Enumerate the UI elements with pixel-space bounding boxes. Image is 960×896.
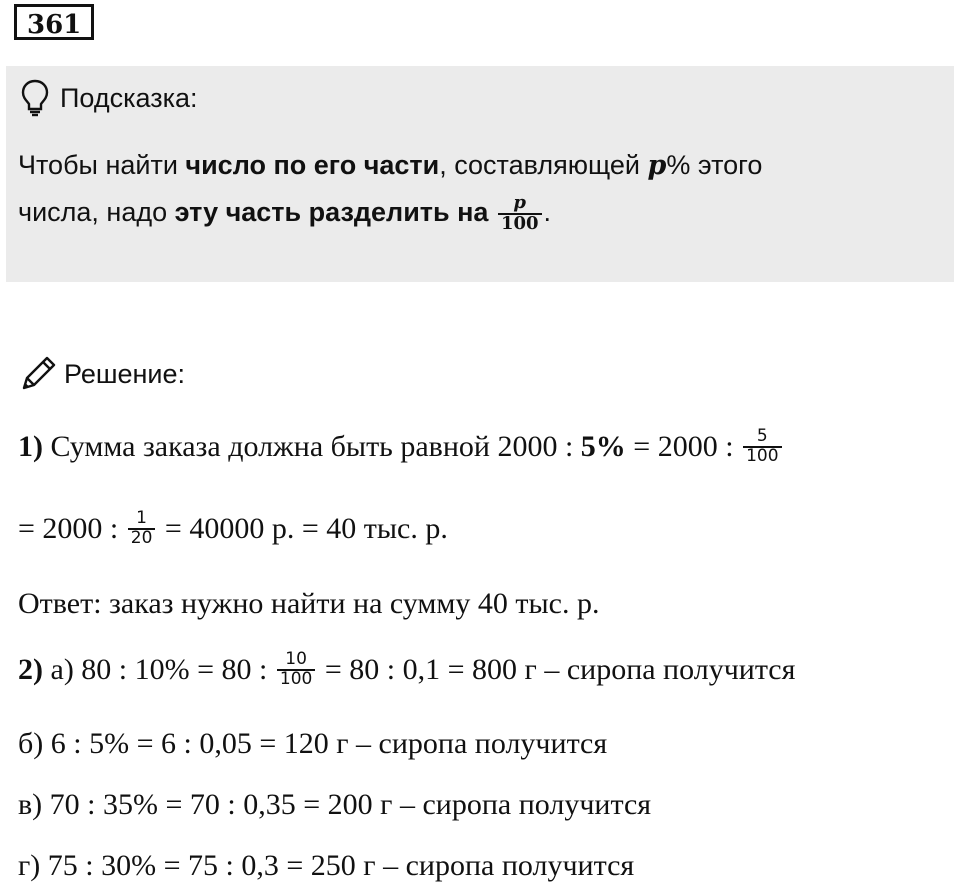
line2-fraction-numerator: 1 — [136, 508, 147, 529]
hint-text-part2: , составляющей — [439, 150, 648, 180]
line4-text: а) 80 : 10% = 80 : — [43, 653, 275, 686]
line5-text: б) 6 : 5% = 6 : 0,05 = 120 г – сиропа получится — [18, 727, 608, 760]
line7-text: г) 75 : 30% = 75 : 0,3 = 250 г – сиропа получится — [18, 849, 635, 882]
line2-text2: = 40000 р. = 40 тыс. р. — [157, 512, 448, 545]
hint-end: . — [543, 197, 552, 227]
hint-fraction-numerator: p — [513, 191, 527, 213]
lightbulb-icon — [20, 79, 50, 117]
line6-text: в) 70 : 35% = 70 : 0,35 = 200 г – сиропа получится — [18, 788, 652, 821]
line4-fraction — [277, 651, 315, 689]
hint-header — [20, 78, 198, 118]
hint-fraction — [498, 191, 542, 234]
line1-bold: 5% — [580, 430, 626, 463]
line3-text: Ответ: заказ нужно найти на сумму 40 тыс. р. — [18, 587, 600, 620]
solution-line-5 — [18, 721, 607, 767]
solution-line-6 — [18, 782, 651, 828]
solution-title: Решение: — [64, 358, 186, 389]
line2-text: = 2000 : — [18, 512, 126, 545]
line2-fraction — [128, 510, 156, 548]
line4-fraction-numerator: 10 — [285, 649, 307, 670]
line1-fraction-numerator: 5 — [756, 426, 768, 447]
hint-text-part1: Чтобы найти — [18, 150, 186, 180]
hint-fraction-denominator: 100 — [498, 213, 542, 234]
line1-label: 1) — [18, 430, 43, 463]
line1-fraction-denominator: 100 — [743, 446, 781, 466]
problem-number: 361 — [14, 4, 94, 40]
line4-fraction-denominator: 100 — [277, 669, 315, 689]
hint-bold1: число по его части — [185, 150, 440, 180]
line2-fraction-denominator: 20 — [128, 528, 156, 548]
line4-label: 2) — [18, 653, 43, 686]
hint-bold2: эту часть разделить на — [174, 197, 496, 227]
line4-text2: = 80 : 0,1 = 800 г – сиропа получится — [317, 653, 796, 686]
pencil-icon — [18, 354, 58, 394]
hint-text-part3: % этого — [666, 150, 763, 180]
line1-text: Сумма заказа должна быть равной 2000 : — [43, 430, 581, 463]
solution-line-3 — [18, 581, 599, 627]
hint-box — [6, 66, 954, 282]
hint-text-part4: числа, надо — [18, 197, 175, 227]
line1-fraction — [743, 428, 781, 466]
solution-line-2 — [18, 506, 448, 552]
solution-line-1 — [18, 424, 784, 470]
hint-title: Подсказка: — [60, 82, 198, 113]
solution-header — [18, 352, 185, 396]
solution-line-7 — [18, 843, 634, 889]
hint-p-symbol: p — [647, 150, 667, 181]
line1-text2: = 2000 : — [625, 430, 742, 463]
hint-text — [18, 142, 938, 236]
solution-line-4 — [18, 647, 795, 693]
